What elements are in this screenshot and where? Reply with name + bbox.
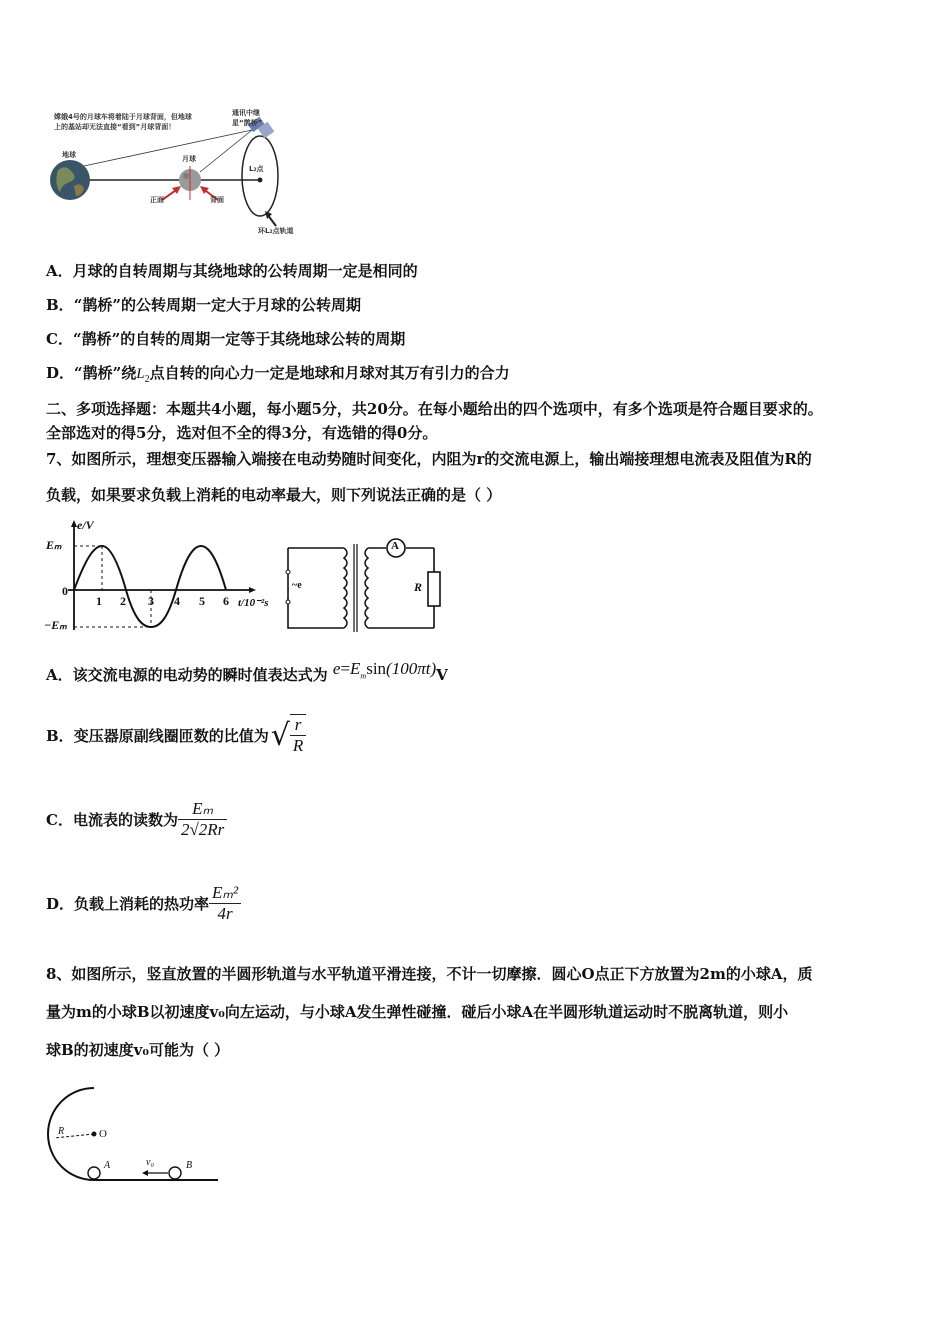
q7-option-c	[46, 796, 227, 842]
moon-label: 月球	[182, 155, 196, 163]
option-text-rest: 点自转的向心力一定是地球和月球对其万有引力的合力	[149, 364, 510, 382]
relay-label-2: 星“鹊桥”	[232, 119, 263, 127]
figure-note-line2: 上的基站却无法直接“看到”月球背面！	[54, 123, 176, 131]
semicircle-track	[48, 1088, 94, 1180]
option-text: 月球的自转周期与其绕地球的公转周期一定是相同的	[72, 262, 418, 280]
emf-expression: $e=E_m\sin(100\pi t)$	[332, 659, 437, 681]
sine-curve	[74, 546, 226, 627]
q7-sine-graph	[44, 518, 280, 634]
ammeter-reading-fraction: $\frac{\text{Eₘ}}{2√2Rr}$	[178, 799, 227, 840]
tick-label: 4	[174, 594, 180, 608]
l2-point	[258, 178, 263, 183]
earth-moon-relay-figure	[44, 104, 314, 236]
graph-em-neg: −Eₘ	[44, 618, 67, 632]
back-label: 背面	[210, 196, 224, 204]
ball-b-icon	[169, 1167, 181, 1179]
q8-line2: 量为m的小球B以初速度v₀向左运动，与小球A发生弹性碰撞．碰后小球A在半圆形轨道运动时不脱离轨道，则小	[46, 1003, 789, 1021]
option-key: A．	[46, 666, 73, 684]
q7-option-a	[46, 659, 448, 686]
q6-option-d	[46, 362, 510, 385]
option-key: C．	[46, 330, 73, 348]
option-key: D．	[46, 894, 75, 913]
q6-option-a	[46, 260, 418, 281]
heat-power-fraction: $\frac{\text{Eₘ²}}{4r}$	[209, 883, 241, 924]
tick-label: 6	[223, 594, 229, 608]
option-text: 该交流电源的电动势的瞬时值表达式为	[72, 666, 328, 684]
l2-label: L₂点	[249, 165, 264, 173]
tick-label: 1	[96, 594, 102, 608]
l2-orbit	[242, 136, 278, 216]
q7-option-d	[46, 880, 241, 926]
source-label: ~e	[292, 580, 302, 591]
q7-line2: 负载，如果要求负载上消耗的电动率最大，则下列说法正确的是（ ）	[46, 486, 502, 504]
graph-xlabel: t/10⁻²s	[238, 597, 269, 609]
q7-transformer-circuit	[282, 532, 442, 636]
q8-line3: 球B的初速度v₀可能为（ ）	[46, 1041, 230, 1059]
ammeter-label: A	[391, 540, 399, 552]
center-point	[92, 1132, 97, 1137]
radius-label: R	[58, 1126, 65, 1137]
graph-ylabel: e/V	[77, 518, 94, 532]
turns-ratio-fraction: $\frac{r}{R}$	[290, 714, 306, 756]
graph-origin: 0	[62, 584, 68, 598]
front-label: 正面	[150, 196, 164, 204]
option-key: B．	[46, 296, 74, 314]
q7-option-b	[46, 712, 306, 758]
option-key: C．	[46, 810, 73, 829]
earth-label: 地球	[62, 151, 76, 159]
option-key: A．	[46, 262, 73, 280]
q6-option-b	[46, 294, 361, 315]
resistor-icon	[428, 572, 440, 606]
ball-a-label: A	[104, 1160, 111, 1171]
tick-label: 3	[148, 594, 154, 608]
relay-label-1: 通讯中继	[232, 109, 260, 117]
option-text: 变压器原副线圈匝数的比值为	[73, 726, 269, 745]
resistor-label: R	[414, 580, 423, 594]
graph-em-pos: Eₘ	[46, 538, 62, 552]
secondary-coil	[365, 548, 368, 628]
center-label: O	[99, 1128, 107, 1140]
sqrt-sign: √	[270, 717, 290, 753]
q8-line1: 8、如图所示，竖直放置的半圆形轨道与水平轨道平滑连接，不计一切摩擦．圆心O点正下方放置为2m的小球A，质	[46, 965, 813, 983]
option-text: 负载上消耗的热功率	[74, 894, 210, 913]
orbit-label: 环L₂点轨道	[258, 227, 294, 235]
tick-label: 2	[120, 594, 126, 608]
ball-a-icon	[88, 1167, 100, 1179]
option-text: “鹊桥”绕	[74, 364, 137, 382]
ball-b-label: B	[186, 1160, 193, 1171]
l2-subscript: 2	[144, 374, 150, 385]
q8-semicircle-track-figure	[44, 1080, 224, 1186]
section2-line1: 二、多项选择题：本题共4小题，每小题5分，共20分。在每小题给出的四个选项中，有多个选项是符合题目要求的。	[46, 400, 823, 418]
velocity-label: v₀	[146, 1157, 154, 1168]
option-key: D．	[46, 364, 75, 382]
tick-label: 5	[199, 594, 205, 608]
q7-line1: 7、如图所示，理想变压器输入端接在电动势随时间变化，内阻为r的交流电源上，输出端接理想电流表及阻值为R的	[46, 450, 812, 468]
figure-note-line1: 嫦娥4号的月球车将着陆于月球背面，但地球	[54, 113, 192, 121]
option-text: 电流表的读数为	[72, 810, 178, 829]
primary-coil	[344, 548, 347, 628]
section2-line2: 全部选对的得5分，选对但不全的得3分，有选错的得0分。	[46, 424, 438, 442]
option-text: “鹊桥”的自转的周期一定等于其绕地球公转的周期	[72, 330, 406, 348]
q6-option-c	[46, 328, 405, 349]
l2-symbol: L	[136, 366, 145, 382]
unit-v: V	[436, 666, 448, 684]
option-key: B．	[46, 726, 74, 745]
option-text: “鹊桥”的公转周期一定大于月球的公转周期	[73, 296, 361, 314]
